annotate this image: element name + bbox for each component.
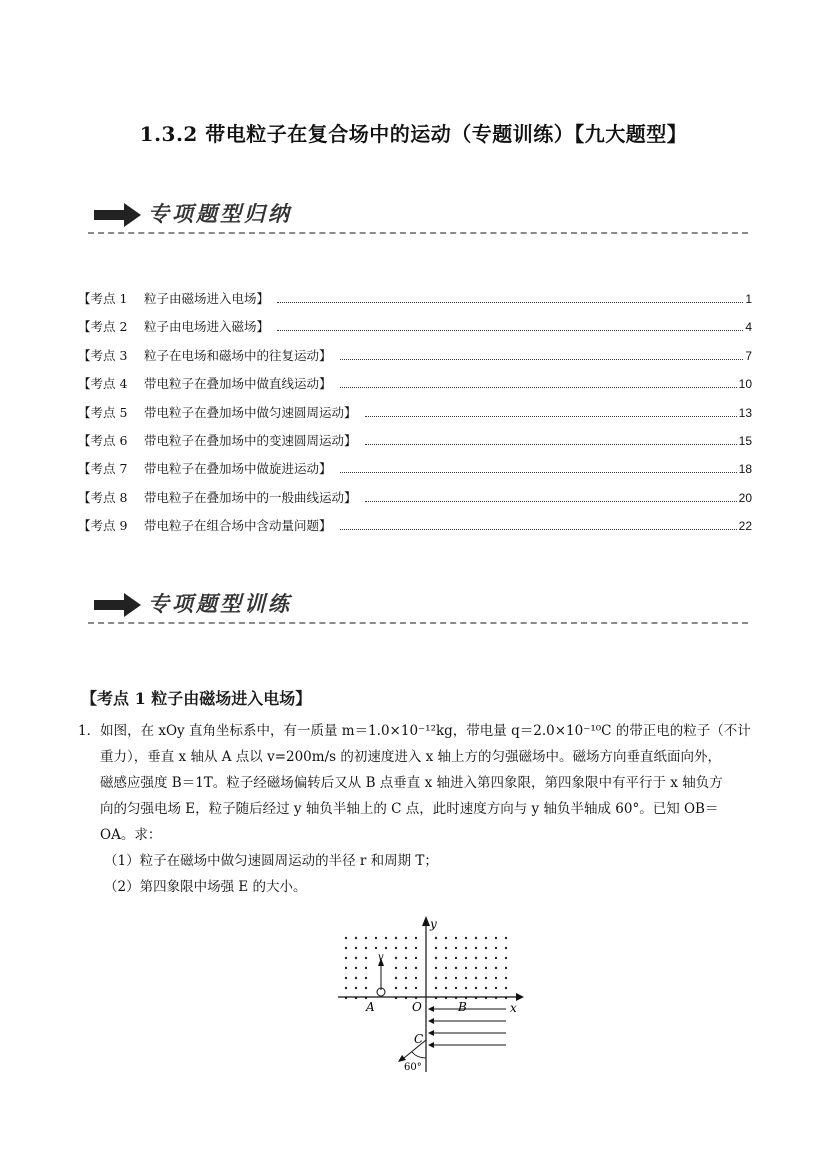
b-label: B (458, 1000, 467, 1014)
toc-row[interactable] (78, 488, 752, 516)
toc-leader (365, 444, 737, 445)
toc-leader (340, 359, 744, 360)
y-axis-arrow (422, 916, 430, 926)
field-dot (455, 967, 457, 969)
field-dot (355, 937, 357, 939)
field-dot (405, 987, 407, 989)
toc-page: 4 (745, 320, 752, 335)
toc-page: 15 (738, 433, 752, 448)
field-dot (355, 977, 357, 979)
field-dot (385, 937, 387, 939)
training-banner (88, 586, 748, 626)
field-dot (445, 987, 447, 989)
toc-title: 带电粒子在叠加场中做旋进运动】 (144, 461, 332, 477)
field-dot (475, 957, 477, 959)
toc-code: 【考点 4 (78, 376, 128, 392)
field-dot (435, 947, 437, 949)
field-dot (395, 977, 397, 979)
field-dot (395, 947, 397, 949)
field-dot (405, 947, 407, 949)
field-dot (475, 947, 477, 949)
toc-code: 【考点 3 (78, 347, 128, 363)
angle-label: 60° (404, 1062, 422, 1072)
field-dot (395, 987, 397, 989)
a-label: A (366, 1000, 375, 1014)
toc-code: 【考点 6 (78, 432, 128, 448)
divider (88, 622, 748, 624)
summary-banner (88, 196, 748, 236)
toc-code: 【考点 5 (78, 404, 128, 420)
x-label: x (510, 1001, 517, 1015)
field-dot (365, 977, 367, 979)
field-dot (455, 957, 457, 959)
toc-page: 7 (745, 348, 752, 363)
toc-page: 10 (738, 377, 752, 392)
field-dot (455, 937, 457, 939)
field-dot (355, 957, 357, 959)
toc-title: 粒子在电场和磁场中的往复运动】 (144, 347, 332, 363)
field-dot (495, 987, 497, 989)
toc-row[interactable] (78, 289, 752, 317)
problem-line: 1．如图，在 xOy 直角坐标系中，有一质量 m＝1.0×10⁻¹²kg，带电量 q＝2.0×10⁻¹⁰C 的带正电的粒子（不计 (78, 723, 751, 739)
toc-code: 【考点 7 (78, 461, 128, 477)
field-dot (435, 967, 437, 969)
field-dot (485, 947, 487, 949)
question-1: （1）粒子在磁场中做匀速圆周运动的半径 r 和周期 T； (104, 853, 438, 869)
electric-field-lines (428, 1006, 506, 1048)
problem-line: 重力），垂直 x 轴从 A 点以 v=200m/s 的初速度进入 x 轴上方的匀强磁场中。磁场方向垂直纸面向外， (100, 749, 722, 765)
field-dot (365, 987, 367, 989)
toc-row[interactable] (78, 346, 752, 374)
field-dot (365, 937, 367, 939)
toc-leader (340, 472, 737, 473)
field-dot (495, 957, 497, 959)
toc-page: 1 (745, 292, 752, 306)
toc-leader (277, 330, 743, 331)
field-dot (405, 977, 407, 979)
field-dot (475, 937, 477, 939)
divider (88, 232, 748, 234)
field-dot (495, 947, 497, 949)
toc-row[interactable] (78, 317, 752, 345)
field-dot (465, 977, 467, 979)
field-dot (365, 967, 367, 969)
table-of-contents (78, 289, 752, 545)
toc-code: 【考点 8 (78, 489, 128, 505)
field-dot (405, 967, 407, 969)
toc-title: 带电粒子在叠加场中做匀速圆周运动】 (144, 404, 357, 420)
toc-row[interactable] (78, 374, 752, 402)
origin-label: O (412, 1000, 422, 1014)
field-dot (375, 947, 377, 949)
field-dot (395, 937, 397, 939)
toc-leader (340, 387, 737, 388)
field-dot (465, 947, 467, 949)
field-dot (475, 967, 477, 969)
page-title: 1.3.2 带电粒子在复合场中的运动（专题训练）【九大题型】 (139, 122, 688, 146)
field-dot (345, 947, 347, 949)
field-dot (415, 987, 417, 989)
field-dot (505, 937, 507, 939)
field-dot (465, 937, 467, 939)
toc-leader (277, 302, 743, 303)
toc-page: 13 (738, 405, 752, 420)
toc-row[interactable] (78, 431, 752, 459)
field-dot (435, 977, 437, 979)
field-dot (355, 987, 357, 989)
field-dot (395, 957, 397, 959)
angle-arc (412, 1052, 426, 1058)
field-dot (485, 937, 487, 939)
field-dot (475, 987, 477, 989)
toc-title: 带电粒子在叠加场中的一般曲线运动】 (144, 489, 357, 505)
field-dot (345, 977, 347, 979)
section-heading: 【考点 1 粒子由磁场进入电场】 (81, 689, 312, 708)
field-dot (485, 967, 487, 969)
field-dot (375, 937, 377, 939)
c-label: C (414, 1032, 424, 1046)
field-dot (505, 957, 507, 959)
toc-code: 【考点 1 (78, 291, 128, 306)
field-dot (385, 947, 387, 949)
field-dot (445, 947, 447, 949)
problem-line: 向的匀强电场 E，粒子随后经过 y 轴负半轴上的 C 点，此时速度方向与 y 轴负半轴成 60°。已知 OB＝ (100, 801, 719, 817)
field-dot (505, 987, 507, 989)
field-dot (415, 937, 417, 939)
toc-row[interactable] (78, 516, 752, 544)
x-axis-arrow (516, 993, 524, 1001)
arrow-icon (94, 202, 142, 228)
field-dot (415, 947, 417, 949)
problem-line: OA。求： (100, 827, 162, 843)
field-dot (505, 947, 507, 949)
velocity-at-c-arrowhead (398, 1055, 406, 1062)
field-dot (445, 957, 447, 959)
field-dot (505, 967, 507, 969)
toc-code: 【考点 9 (78, 518, 128, 534)
field-dot (405, 957, 407, 959)
field-dot (495, 977, 497, 979)
toc-title: 粒子由磁场进入电场】 (144, 291, 270, 306)
field-dot (455, 947, 457, 949)
field-dot (415, 977, 417, 979)
toc-row[interactable] (78, 459, 752, 487)
y-label: y (430, 917, 437, 931)
field-dot (475, 977, 477, 979)
toc-page: 22 (738, 519, 752, 534)
field-dot (345, 937, 347, 939)
field-dot (345, 957, 347, 959)
toc-code: 【考点 2 (78, 319, 128, 335)
field-dot (485, 957, 487, 959)
field-dot (365, 947, 367, 949)
field-dot (455, 987, 457, 989)
field-dot (485, 977, 487, 979)
toc-title: 带电粒子在叠加场中的变速圆周运动】 (144, 432, 357, 448)
toc-page: 18 (738, 462, 752, 477)
field-dot (495, 937, 497, 939)
field-dot (415, 967, 417, 969)
toc-title: 带电粒子在组合场中含动量问题】 (144, 518, 332, 534)
field-dot (445, 967, 447, 969)
problem-text (78, 718, 754, 900)
field-dot (485, 987, 487, 989)
field-dot (435, 957, 437, 959)
field-dot (465, 957, 467, 959)
field-dot (395, 967, 397, 969)
toc-leader (365, 416, 737, 417)
question-2: （2）第四象限中场强 E 的大小。 (104, 879, 307, 895)
field-dot (435, 937, 437, 939)
field-dot (355, 967, 357, 969)
field-dot (465, 987, 467, 989)
arrow-icon (94, 592, 142, 618)
field-dot (415, 957, 417, 959)
training-banner-label: 专项题型训练 (148, 591, 292, 616)
field-dot (365, 957, 367, 959)
field-dot (405, 937, 407, 939)
field-dot (445, 977, 447, 979)
field-dot (345, 967, 347, 969)
field-dot (455, 977, 457, 979)
toc-page: 20 (738, 490, 752, 505)
toc-title: 粒子由电场进入磁场】 (144, 319, 270, 335)
field-dot (435, 987, 437, 989)
field-dot (355, 947, 357, 949)
v-label: v (378, 952, 384, 963)
problem-line: 磁感应强度 B＝1T。粒子经磁场偏转后又从 B 点垂直 x 轴进入第四象限，第四象限中有平行于 x 轴负方 (100, 775, 723, 791)
toc-leader (340, 529, 737, 530)
field-dot (495, 967, 497, 969)
field-dot (465, 967, 467, 969)
physics-figure (338, 912, 528, 1072)
toc-title: 带电粒子在叠加场中做直线运动】 (144, 376, 332, 392)
field-dot (445, 937, 447, 939)
toc-leader (365, 501, 737, 502)
summary-banner-label: 专项题型归纳 (148, 201, 292, 226)
field-dot (505, 977, 507, 979)
field-dot (345, 987, 347, 989)
toc-row[interactable] (78, 403, 752, 431)
